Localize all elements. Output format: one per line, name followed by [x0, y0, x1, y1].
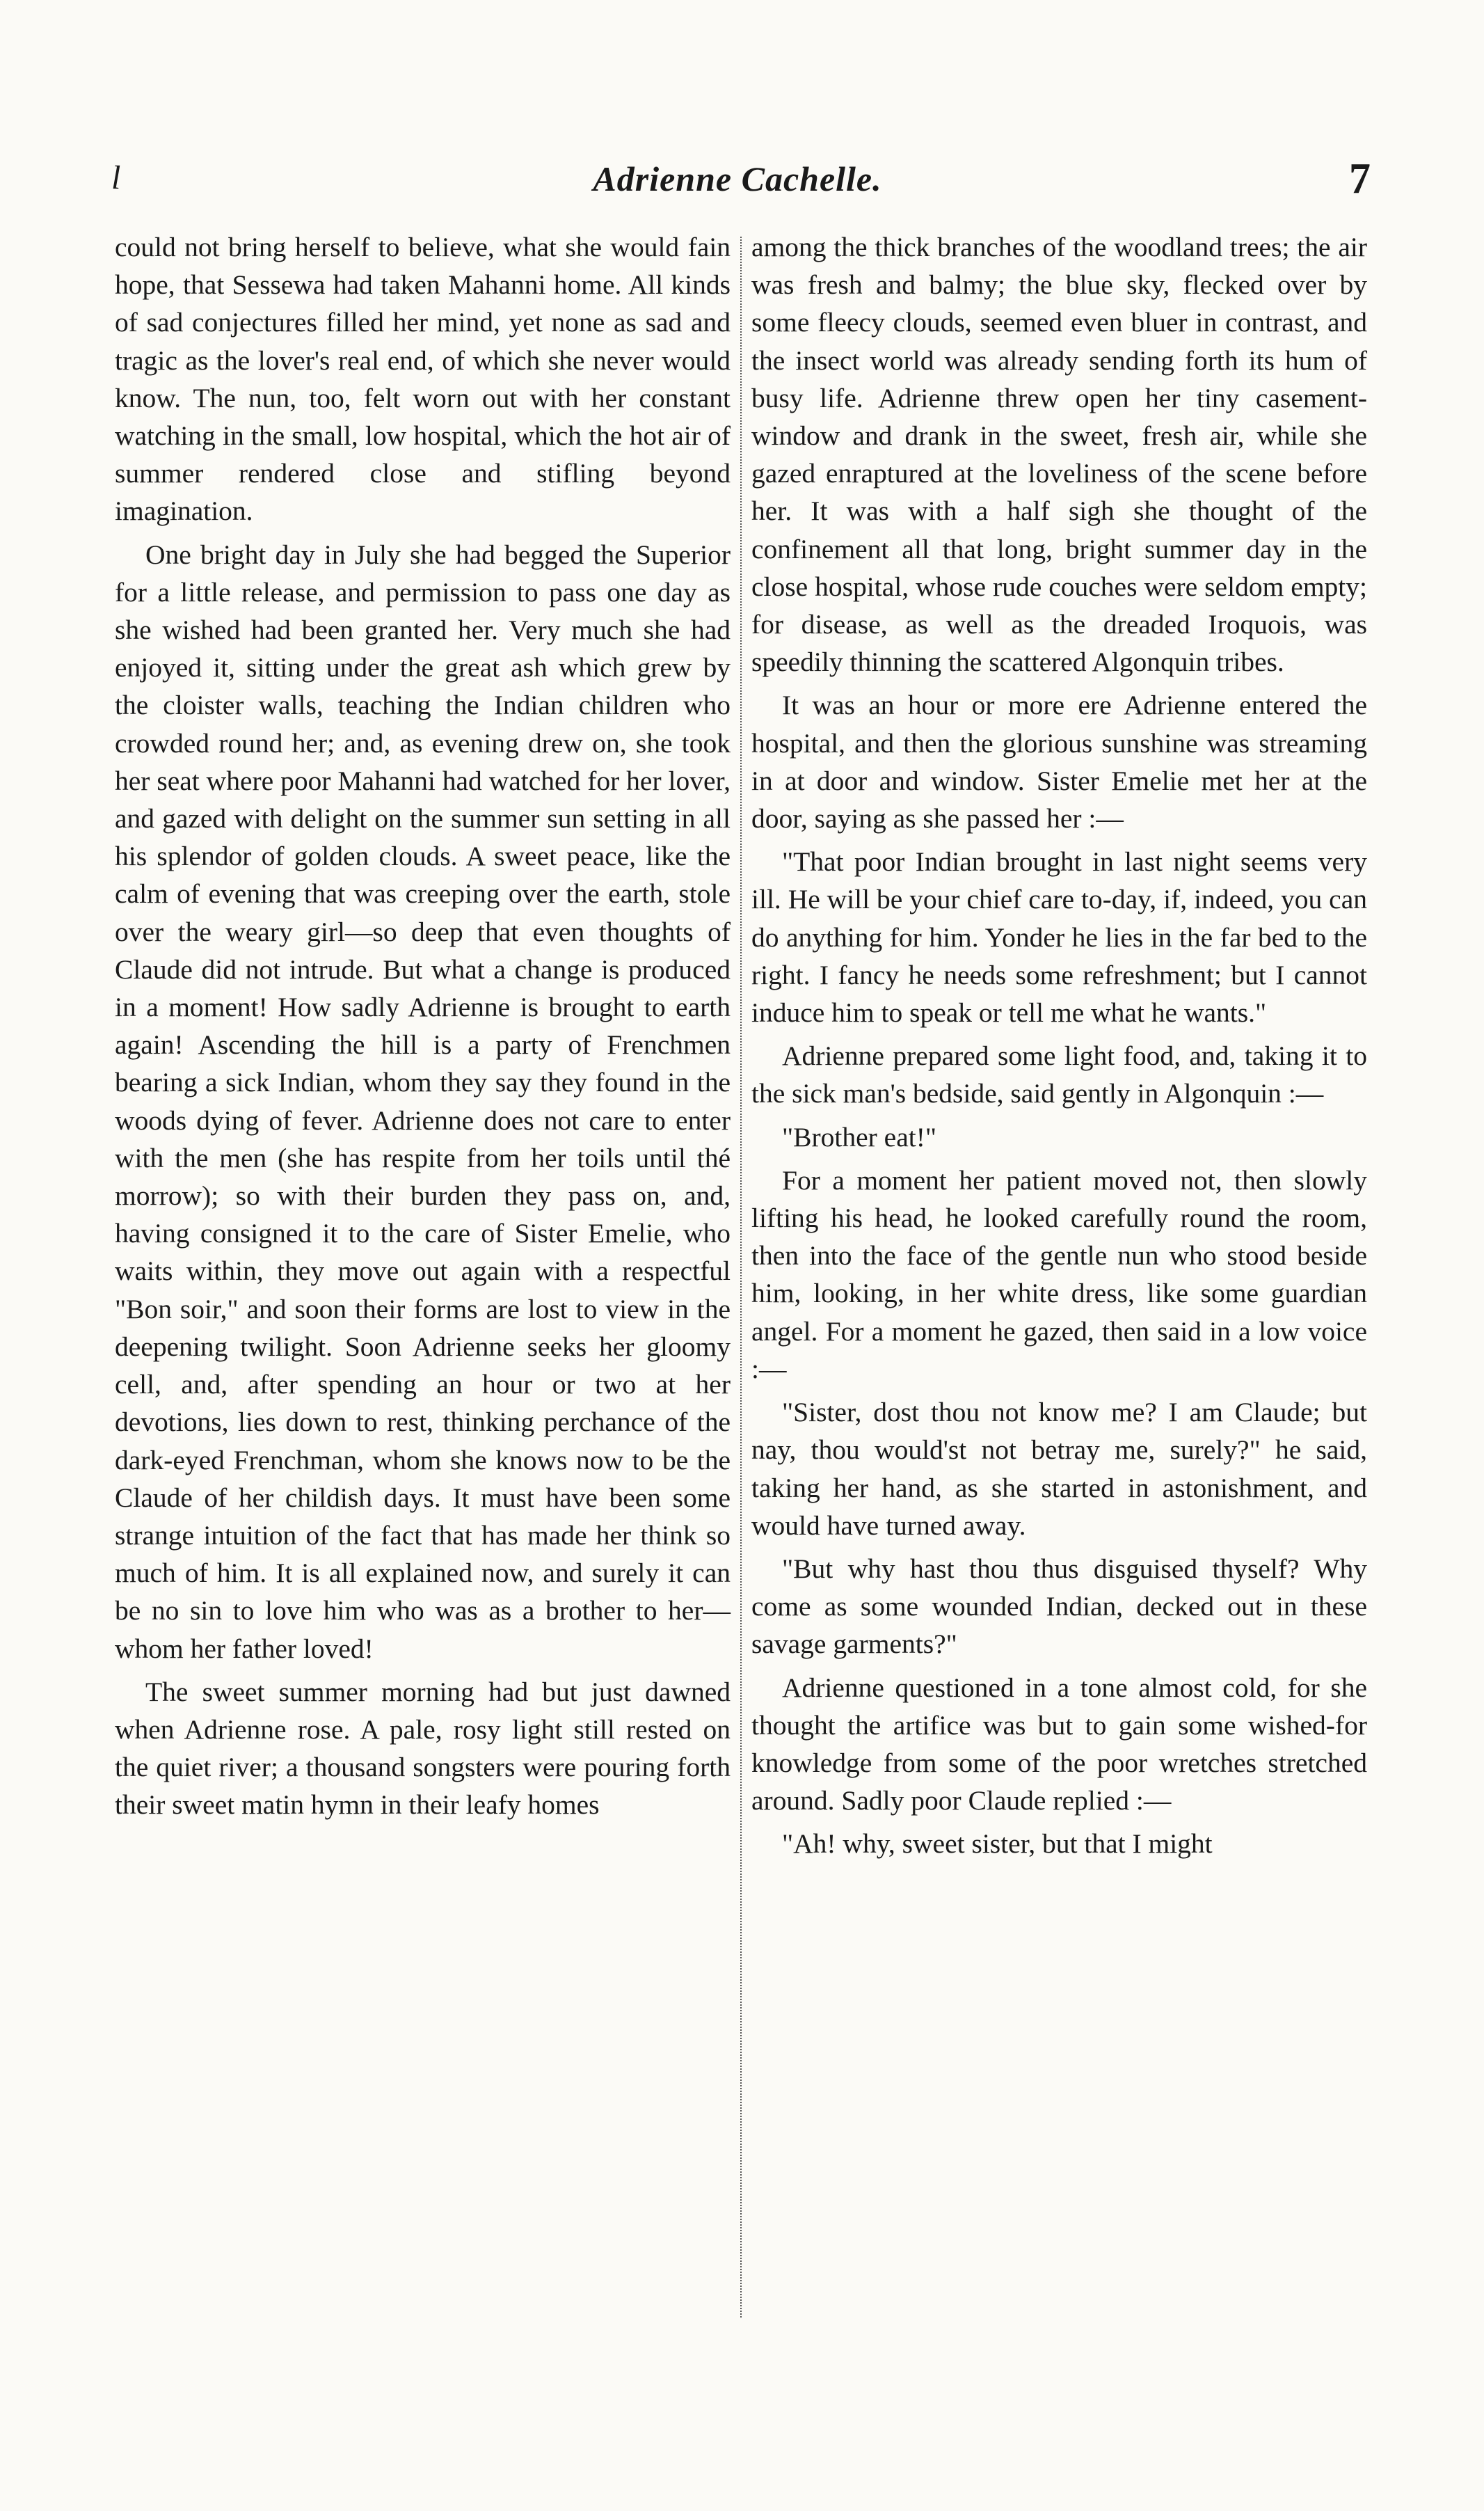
paragraph: The sweet summer morning had but just dawned when Adrienne rose. A pale, rosy light still rested on the quiet river; a thousand songsters were pouring forth their sweet matin hymn in their leafy homes: [115, 1676, 731, 1821]
paragraph: "Sister, dost thou not know me? I am Claude; but nay, thou would'st not betray me, surely?" he said, taking her hand, as she started in astonishment, and would have turned away.: [751, 1397, 1367, 1541]
paragraph: "Ah! why, sweet sister, but that I might: [782, 1828, 1213, 1860]
paragraph: "But why hast thou thus disguised thyself? Why come as some wounded Indian, decked out in these savage garments?": [751, 1553, 1367, 1660]
paragraph: "Brother eat!": [782, 1121, 936, 1152]
paragraph: "That poor Indian brought in last night seems very ill. He will be your chief care to-day, if, indeed, you can do anything for him. Yonder he lies in the far bed to the right. I fancy he needs some refreshment; but I cannot induce him to speak or tell me what he wants.": [751, 846, 1367, 1029]
running-title: Adrienne Cachelle.: [593, 159, 882, 198]
right-column: [751, 228, 1367, 1869]
header-margin-mark: l: [111, 159, 121, 196]
paragraph: Adrienne prepared some light food, and, taking it to the sick man's bedside, said gently in Algonquin :—: [751, 1040, 1367, 1109]
paragraph: It was an hour or more ere Adrienne entered the hospital, and then the glorious sunshine was streaming in at door and window. Sister Emelie met her at the door, saying as she passed her :—: [751, 690, 1367, 834]
paragraph: Adrienne questioned in a tone almost cold, for she thought the artifice was but to gain some wished-for knowledge from some of the poor wretches stretched around. Sadly poor Claude replied :—: [751, 1672, 1367, 1816]
paragraph: could not bring herself to believe, what she would fain hope, that Sessewa had taken Mahanni home. All kinds of sad conjectures filled her mind, yet none as sad and tragic as the lover's real end, of which she never would know. The nun, too, felt worn out with her constant watching in the small, low hospital, which the hot air of summer rendered close and stifling beyond imagination.: [115, 232, 731, 527]
page-header: [104, 155, 1371, 214]
paragraph: among the thick branches of the woodland trees; the air was fresh and balmy; the blue sky, flecked over by some fleecy clouds, seemed even bluer in contrast, and the insect world was already sending forth its hum of busy life. Adrienne threw open her tiny casement-window and drank in the sweet, fresh air, while she gazed enraptured at the loveliness of the scene before her. It was with a half sigh she thought of the confinement all that long, bright summer day in the close hospital, whose rude couches were seldom empty; for disease, as well as the dreaded Iroquois, was speedily thinning the scattered Algonquin tribes.: [751, 232, 1367, 678]
paragraph: For a moment her patient moved not, then slowly lifting his head, he looked carefully round the room, then into the face of the gentle nun who stood beside him, looking, in her white dress, like some guardian angel. For a moment he gazed, then said in a low voice :—: [751, 1164, 1367, 1384]
column-divider: [740, 237, 742, 2318]
paragraph: One bright day in July she had begged the Superior for a little release, and permission to pass one day as she wished had been granted her. Very much she had enjoyed it, sitting under the great ash which grew by the cloister walls, teaching the Indian children who crowded round her; and, as evening drew on, she took her seat where poor Mahanni had watched for her lover, and gazed with delight on the summer sun setting in all his splendor of golden clouds. A sweet peace, like the calm of evening that was creeping over the earth, stole over the weary girl—so deep that even thoughts of Claude did not intrude. But what a change is produced in a moment! How sadly Adrienne is brought to earth again! Ascending the hill is a party of Frenchmen bearing a sick Indian, whom they say they found in the woods dying of fever. Adrienne does not care to enter with the men (she has respite from her toils until thé morrow); so with their burden they pass on, and, having consigned it to the care of Sister Emelie, who waits within, they move out again with a respectful "Bon soir," and soon their forms are lost to view in the deepening twilight. Soon Adrienne seeks her gloomy cell, and, after spending an hour or two at her devotions, lies down to rest, thinking perchance of the dark-eyed Frenchman, whom she knows now to be the Claude of her childish days. It must have been some strange intuition of the fact that has made her think so much of him. It is all explained now, and surely it can be no sin to love him who was as a brother to her—whom her father loved!: [115, 539, 731, 1664]
page-number: 7: [1349, 155, 1371, 203]
left-column: [115, 228, 731, 1830]
